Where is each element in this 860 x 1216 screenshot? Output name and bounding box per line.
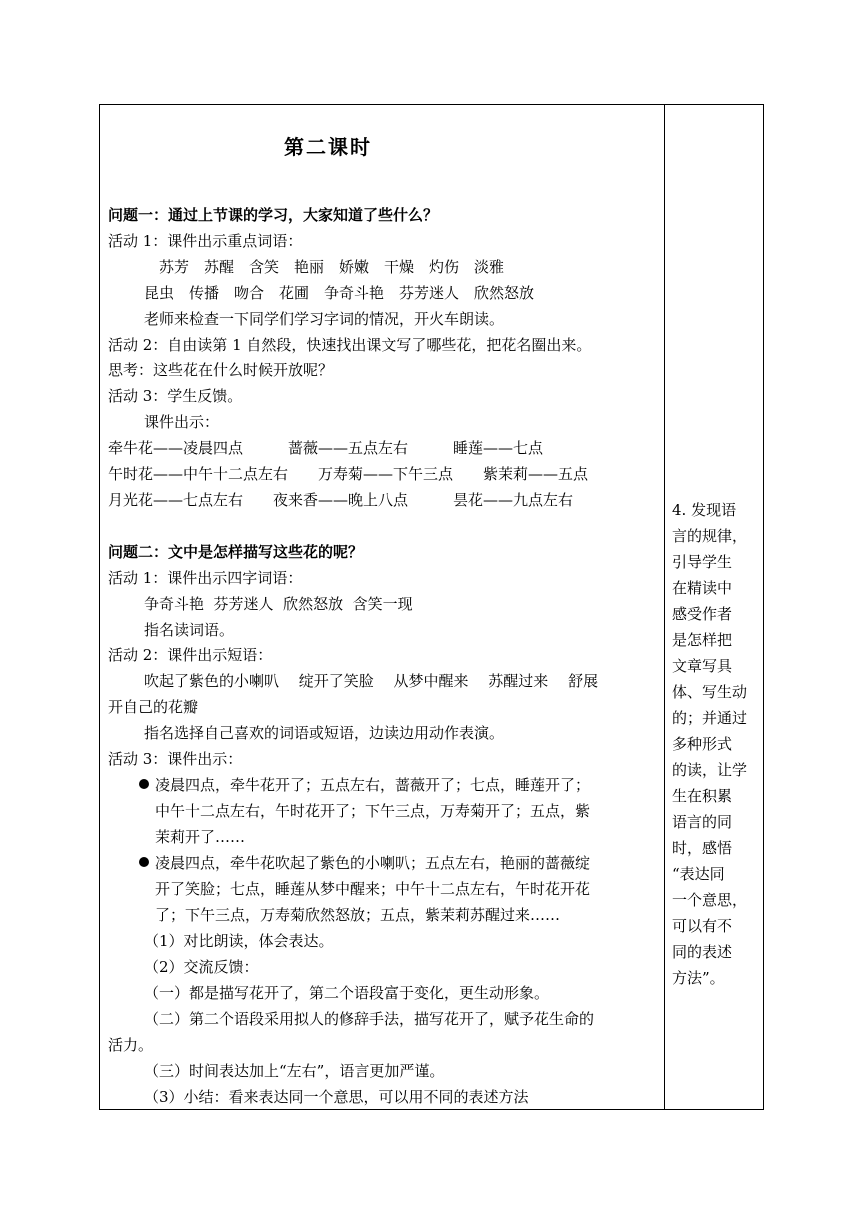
note-line: 感受作者 <box>672 605 733 623</box>
content-line: 苏芳 苏醒 含笑 艳丽 娇嫩 干燥 灼伤 淡雅 <box>159 258 505 276</box>
note-line: 文章写具 <box>672 657 733 675</box>
content-line: （二）第二个语段采用拟人的修辞手法，描写花开了，赋予花生命的 <box>144 1010 595 1028</box>
content-line: 茉莉开了…… <box>155 828 246 846</box>
content-line: 活动 2：课件出示短语： <box>108 646 273 664</box>
content-line: 昆虫 传播 吻合 花圃 争奇斗艳 芬芳迷人 欣然怒放 <box>144 284 535 302</box>
note-line: 的；并通过 <box>672 709 748 727</box>
content-line: （1）对比朗读，体会表达。 <box>144 932 334 950</box>
note-line: 方法”。 <box>672 969 725 987</box>
content-line: 开自己的花瓣 <box>108 698 199 716</box>
note-line: 时，感悟 <box>672 839 733 857</box>
note-line: 一个意思， <box>672 891 748 909</box>
content-line: （一）都是描写花开了，第二个语段富于变化，更生动形象。 <box>144 984 550 1002</box>
content-line: （2）交流反馈： <box>144 958 259 976</box>
question-heading: 问题二：文中是怎样描写这些花的呢？ <box>108 543 364 561</box>
content-line: 活动 3：课件出示： <box>108 750 243 768</box>
content-line: 活动 3：学生反馈。 <box>108 387 243 405</box>
content-line: 中午十二点左右，午时花开了；下午三点，万寿菊开了；五点，紫 <box>155 802 591 820</box>
note-line: 可以有不 <box>672 917 733 935</box>
content-line: 指名选择自己喜欢的词语或短语，边读边用动作表演。 <box>144 724 505 742</box>
note-line: 同的表述 <box>672 943 733 961</box>
content-line: 吹起了紫色的小喇叭 绽开了笑脸 从梦中醒来 苏醒过来 舒展 <box>144 672 599 690</box>
note-line: 4. 发现语 <box>672 501 737 519</box>
content-line: 月光花——七点左右 夜来香——晚上八点 昙花——九点左右 <box>108 491 574 509</box>
content-line: 凌晨四点，牵牛花吹起了紫色的小喇叭；五点左右，艳丽的蔷薇绽 <box>155 854 591 872</box>
content-line: 牵牛花——凌晨四点 蔷薇——五点左右 睡莲——七点 <box>108 439 544 457</box>
bullet-icon <box>139 779 149 789</box>
content-line: 凌晨四点，牵牛花开了；五点左右，蔷薇开了；七点，睡莲开了； <box>155 776 591 794</box>
content-line: （三）时间表达加上“左右”，语言更加严谨。 <box>144 1062 445 1080</box>
content-line: 午时花——中午十二点左右 万寿菊——下午三点 紫茉莉——五点 <box>108 465 589 483</box>
content-line: 开了笑脸；七点，睡莲从梦中醒来；中午十二点左右，午时花开花 <box>155 880 591 898</box>
content-line: 活动 1：课件出示四字词语： <box>108 569 303 587</box>
note-line: 是怎样把 <box>672 631 733 649</box>
note-line: 语言的同 <box>672 813 733 831</box>
question-heading: 问题一：通过上节课的学习，大家知道了些什么？ <box>108 206 439 224</box>
content-line: 指名读词语。 <box>144 621 235 639</box>
content-line: （3）小结：看来表达同一个意思，可以用不同的表述方法 <box>144 1088 529 1106</box>
note-line: 多种形式 <box>672 735 733 753</box>
note-line: 在精读中 <box>672 579 733 597</box>
column-divider <box>664 104 665 1110</box>
content-line: 课件出示： <box>144 413 220 431</box>
note-line: “表达同 <box>672 865 725 883</box>
content-line: 思考：这些花在什么时候开放呢？ <box>108 361 334 379</box>
bullet-icon <box>139 857 149 867</box>
note-line: 体、写生动 <box>672 683 748 701</box>
page-title: 第二课时 <box>284 135 372 159</box>
note-line: 生在积累 <box>672 787 733 805</box>
note-line: 引导学生 <box>672 553 733 571</box>
content-line: 老师来检查一下同学们学习字词的情况，开火车朗读。 <box>144 310 505 328</box>
note-line: 的读，让学 <box>672 761 748 779</box>
content-line: 活动 2：自由读第 1 自然段，快速找出课文写了哪些花，把花名圈出来。 <box>108 336 592 354</box>
note-line: 言的规律， <box>672 527 748 545</box>
content-line: 了；下午三点，万寿菊欣然怒放；五点，紫茉莉苏醒过来…… <box>155 906 561 924</box>
content-line: 争奇斗艳 芬芳迷人 欣然怒放 含笑一现 <box>144 595 413 613</box>
content-line: 活动 1：课件出示重点词语： <box>108 232 303 250</box>
content-line: 活力。 <box>108 1036 154 1054</box>
